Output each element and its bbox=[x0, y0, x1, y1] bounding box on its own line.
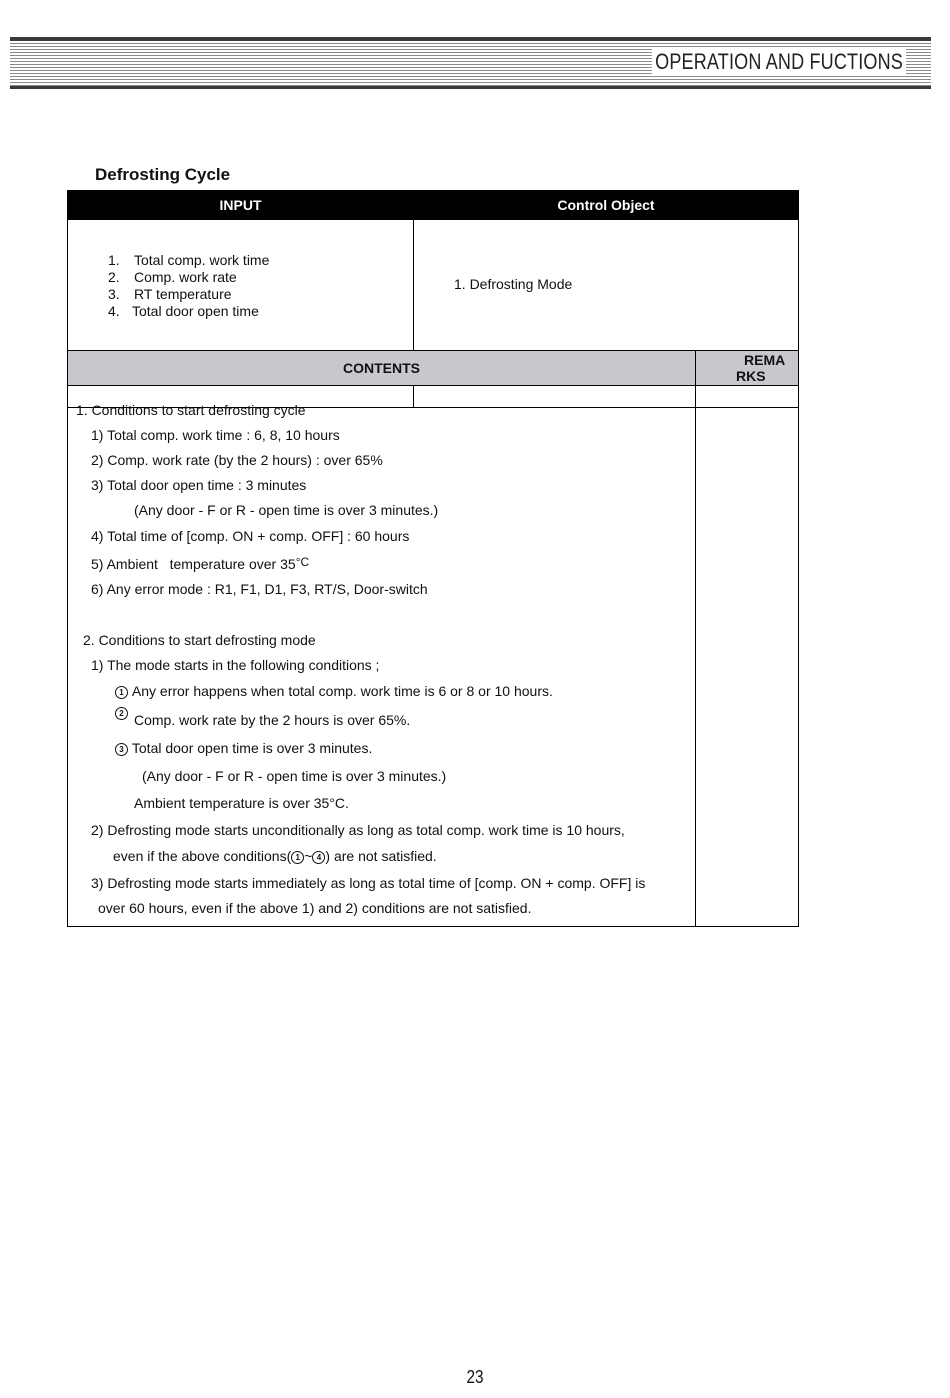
circled-number-1: 1 bbox=[291, 851, 304, 864]
circled-number-3: 3 bbox=[115, 743, 128, 756]
contents-table bbox=[67, 350, 799, 927]
content-line: 6) Any error mode : R1, F1, D1, F3, RT/S, Door-switch bbox=[91, 581, 428, 597]
contents-cell bbox=[68, 386, 696, 927]
input-item: 3. RT temperature bbox=[108, 286, 232, 302]
content-line: even if the above conditions( 1 ~ 4 ) are not satisfied. bbox=[113, 848, 437, 864]
input-item: 1. Total comp. work time bbox=[108, 252, 270, 268]
content-line: 1. Conditions to start defrosting cycle bbox=[76, 402, 306, 418]
header-rule-bottom bbox=[10, 86, 931, 89]
contents-header: CONTENTS bbox=[68, 351, 696, 386]
content-line: 1) Total comp. work time : 6, 8, 10 hours bbox=[91, 427, 340, 443]
section-title: Defrosting Cycle bbox=[95, 165, 231, 184]
input-item: 4. Total door open time bbox=[108, 303, 259, 319]
content-line: Comp. work rate by the 2 hours is over 65%. bbox=[134, 712, 411, 728]
content-line: over 60 hours, even if the above 1) and 2) conditions are not satisfied. bbox=[98, 900, 532, 916]
content-line: 1 Any error happens when total comp. work time is 6 or 8 or 10 hours. bbox=[115, 683, 553, 699]
content-line: (Any door - F or R - open time is over 3 minutes.) bbox=[134, 502, 439, 518]
circled-number-4: 4 bbox=[312, 851, 325, 864]
input-item: 2. Comp. work rate bbox=[108, 269, 237, 285]
content-line: 2. Conditions to start defrosting mode bbox=[83, 632, 316, 648]
remarks-header: REMA RKS bbox=[696, 351, 799, 386]
content-line: 3) Total door open time : 3 minutes bbox=[91, 477, 307, 493]
control-object-header: Control Object bbox=[414, 191, 799, 220]
remarks-cell bbox=[696, 386, 799, 927]
content-line: 2) Defrosting mode starts unconditionally as long as total comp. work time is 10 hours, bbox=[91, 822, 625, 838]
content-line: 1) The mode starts in the following conditions ; bbox=[91, 657, 380, 673]
page-header-title: OPERATION AND FUCTIONS bbox=[652, 49, 906, 75]
content-line: (Any door - F or R - open time is over 3 minutes.) bbox=[142, 768, 447, 784]
header-rule-top bbox=[10, 37, 931, 41]
input-header: INPUT bbox=[68, 191, 414, 220]
content-line: 3) Defrosting mode starts immediately as long as total time of [comp. ON + comp. OFF] is bbox=[91, 875, 646, 891]
input-list bbox=[108, 252, 413, 320]
control-object-cell: 1. Defrosting Mode bbox=[414, 220, 799, 408]
content-line: 4) Total time of [comp. ON + comp. OFF] : 60 hours bbox=[91, 528, 410, 544]
page-number: 23 bbox=[466, 1367, 484, 1387]
circled-number-1: 1 bbox=[115, 686, 128, 699]
circled-number-2: 2 bbox=[115, 704, 128, 720]
content-line: 2) Comp. work rate (by the 2 hours) : over 65% bbox=[91, 452, 383, 468]
content-line: 5) Ambient temperature over 35°C bbox=[91, 555, 310, 572]
content-line: 3 Total door open time is over 3 minutes. bbox=[115, 740, 372, 756]
content-line: Ambient temperature is over 35°C. bbox=[134, 795, 349, 811]
